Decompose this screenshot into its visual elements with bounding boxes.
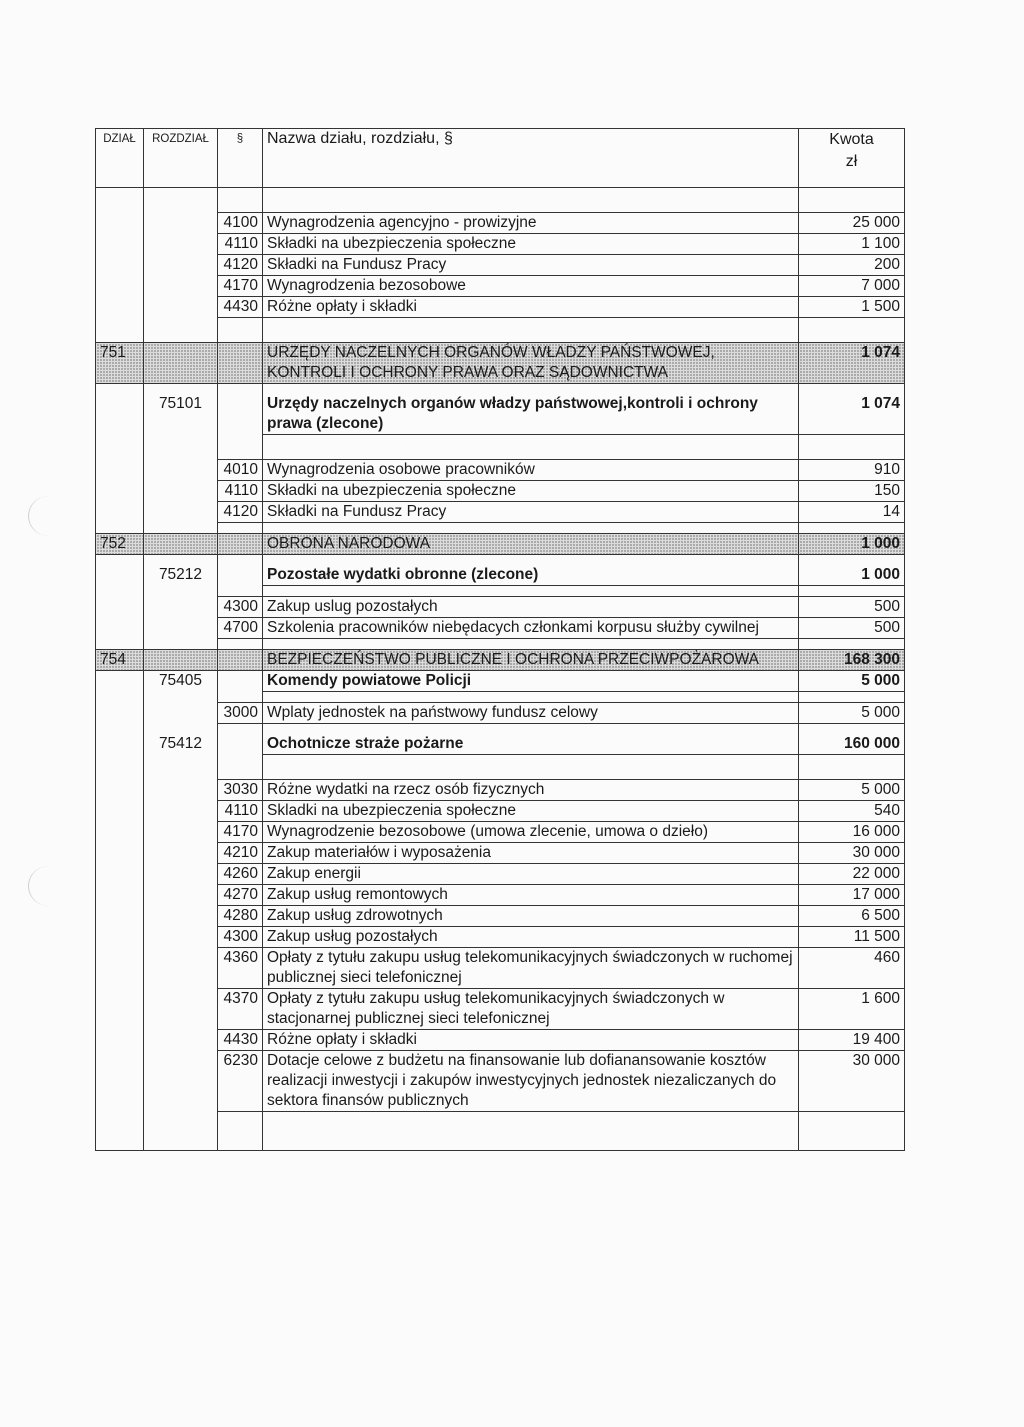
paragraph-amount: 22 000 — [799, 864, 905, 885]
header-kwota-label: Kwota — [829, 131, 874, 148]
punch-hole-mark — [28, 866, 69, 906]
dzial-name: URZĘDY NACZELNYCH ORGANÓW WŁADZY PAŃSTWOWEJ, KONTROLI I OCHRONY PRAWA ORAZ SĄDOWNICTWA — [263, 343, 799, 384]
table-row — [96, 843, 905, 864]
paragraph-name: Różne opłaty i składki — [263, 297, 799, 318]
table-row — [96, 618, 905, 639]
paragraph-amount: 460 — [799, 948, 905, 989]
section-row-752 — [96, 534, 905, 555]
table-row — [96, 460, 905, 481]
table-row — [96, 502, 905, 523]
paragraph-name: Różne wydatki na rzecz osób fizycznych — [263, 780, 799, 801]
header-paragraf: § — [218, 129, 263, 188]
paragraph-name: Wynagrodzenia osobowe pracowników — [263, 460, 799, 481]
table-row — [96, 885, 905, 906]
paragraph-code: 3000 — [218, 703, 263, 724]
paragraph-name: Opłaty z tytułu zakupu usług telekomunikacyjnych świadczonych w ruchomej publicznej sieci telefonicznej — [263, 948, 799, 989]
paragraph-code: 4430 — [218, 297, 263, 318]
paragraph-code: 4210 — [218, 843, 263, 864]
paragraph-name: Składki na ubezpieczenia społeczne — [263, 234, 799, 255]
paragraph-name: Dotacje celowe z budżetu na finansowanie lub dofianansowanie kosztów realizacji inwestycji i zakupów inwestycyjnych jednostek niezaliczanych do sektora finansów publicznych — [263, 1051, 799, 1112]
paragraph-amount: 910 — [799, 460, 905, 481]
paragraph-code: 3030 — [218, 780, 263, 801]
paragraph-code: 4120 — [218, 502, 263, 523]
paragraph-amount: 11 500 — [799, 927, 905, 948]
paragraph-amount: 5 000 — [799, 780, 905, 801]
table-row — [96, 597, 905, 618]
paragraph-name: Skladki na ubezpieczenia społeczne — [263, 801, 799, 822]
paragraph-code: 4300 — [218, 597, 263, 618]
paragraph-name: Szkolenia pracowników niebędacych członkami korpusu służby cywilnej — [263, 618, 799, 639]
paragraph-amount: 7 000 — [799, 276, 905, 297]
rozdzial-name: Komendy powiatowe Policji — [263, 671, 799, 692]
subsection-row-75412 — [96, 734, 905, 755]
paragraph-amount: 500 — [799, 618, 905, 639]
table-row — [96, 927, 905, 948]
paragraph-code: 4170 — [218, 822, 263, 843]
table-row — [96, 481, 905, 502]
subsection-row-75405 — [96, 671, 905, 692]
paragraph-name: Zakup usług zdrowotnych — [263, 906, 799, 927]
table-header — [96, 129, 905, 188]
dzial-amount: 1 074 — [799, 343, 905, 384]
rozdzial-amount: 160 000 — [799, 734, 905, 755]
paragraph-code: 4360 — [218, 948, 263, 989]
header-dzial: DZIAŁ — [96, 129, 144, 188]
table-row — [96, 234, 905, 255]
paragraph-name: Wynagrodzenia agencyjno - prowizyjne — [263, 213, 799, 234]
table-row — [96, 780, 905, 801]
paragraph-amount: 540 — [799, 801, 905, 822]
rozdzial-code: 75405 — [144, 671, 218, 692]
paragraph-code: 4270 — [218, 885, 263, 906]
punch-hole-mark — [28, 496, 69, 536]
rozdzial-amount: 5 000 — [799, 671, 905, 692]
rozdzial-name: Ochotnicze straże pożarne — [263, 734, 799, 755]
section-row-754 — [96, 650, 905, 671]
subsection-row-75212 — [96, 565, 905, 586]
dzial-name: BEZPIECZEŃSTWO PUBLICZNE I OCHRONA PRZECIWPOŻAROWA — [263, 650, 799, 671]
paragraph-amount: 30 000 — [799, 843, 905, 864]
paragraph-code: 4110 — [218, 234, 263, 255]
paragraph-name: Zakup materiałów i wyposażenia — [263, 843, 799, 864]
header-rozdzial: ROZDZIAŁ — [144, 129, 218, 188]
dzial-amount: 1 000 — [799, 534, 905, 555]
paragraph-code: 6230 — [218, 1051, 263, 1112]
table-row — [96, 1030, 905, 1051]
paragraph-code: 4260 — [218, 864, 263, 885]
rozdzial-code: 75212 — [144, 565, 218, 586]
rozdzial-code: 75412 — [144, 734, 218, 755]
table-row — [96, 801, 905, 822]
paragraph-amount: 200 — [799, 255, 905, 276]
paragraph-name: Zakup uslug pozostałych — [263, 597, 799, 618]
paragraph-code: 4120 — [218, 255, 263, 276]
paragraph-code: 4370 — [218, 989, 263, 1030]
paragraph-amount: 25 000 — [799, 213, 905, 234]
rozdzial-amount: 1 074 — [799, 394, 905, 435]
paragraph-name: Wynagrodzenie bezosobowe (umowa zlecenie, umowa o dzieło) — [263, 822, 799, 843]
dzial-code: 752 — [96, 534, 144, 555]
paragraph-name: Składki na Fundusz Pracy — [263, 255, 799, 276]
table-row — [96, 703, 905, 724]
paragraph-name: Składki na ubezpieczenia społeczne — [263, 481, 799, 502]
paragraph-amount: 14 — [799, 502, 905, 523]
table-row — [96, 948, 905, 989]
paragraph-amount: 17 000 — [799, 885, 905, 906]
paragraph-name: Zakup energii — [263, 864, 799, 885]
rozdzial-name: Urzędy naczelnych organów władzy państwowej,kontroli i ochrony prawa (zlecone) — [263, 394, 799, 435]
paragraph-amount: 6 500 — [799, 906, 905, 927]
paragraph-amount: 1 100 — [799, 234, 905, 255]
paragraph-name: Składki na Fundusz Pracy — [263, 502, 799, 523]
budget-table — [95, 128, 905, 1151]
section-row-751 — [96, 343, 905, 384]
paragraph-name: Wplaty jednostek na państwowy fundusz celowy — [263, 703, 799, 724]
header-name: Nazwa działu, rozdziału, § — [263, 129, 799, 188]
table-row — [96, 213, 905, 234]
table-row — [96, 255, 905, 276]
dzial-name: OBRONA NARODOWA — [263, 534, 799, 555]
paragraph-code: 4010 — [218, 460, 263, 481]
paragraph-code: 4100 — [218, 213, 263, 234]
paragraph-code: 4300 — [218, 927, 263, 948]
paragraph-code: 4110 — [218, 481, 263, 502]
paragraph-name: Różne opłaty i składki — [263, 1030, 799, 1051]
paragraph-code: 4280 — [218, 906, 263, 927]
table-row — [96, 864, 905, 885]
paragraph-name: Zakup usług pozostałych — [263, 927, 799, 948]
rozdzial-code: 75101 — [144, 394, 218, 435]
paragraph-code: 4170 — [218, 276, 263, 297]
table-row — [96, 989, 905, 1030]
paragraph-name: Wynagrodzenia bezosobowe — [263, 276, 799, 297]
paragraph-amount: 5 000 — [799, 703, 905, 724]
rozdzial-amount: 1 000 — [799, 565, 905, 586]
paragraph-amount: 30 000 — [799, 1051, 905, 1112]
rozdzial-name: Pozostałe wydatki obronne (zlecone) — [263, 565, 799, 586]
dzial-code: 751 — [96, 343, 144, 384]
paragraph-amount: 19 400 — [799, 1030, 905, 1051]
paragraph-amount: 1 600 — [799, 989, 905, 1030]
table-row — [96, 822, 905, 843]
paragraph-amount: 500 — [799, 597, 905, 618]
header-kwota — [799, 129, 905, 188]
header-kwota-unit: zł — [845, 153, 858, 170]
paragraph-name: Opłaty z tytułu zakupu usług telekomunikacyjnych świadczonych w stacjonarnej publicznej sieci telefonicznej — [263, 989, 799, 1030]
paragraph-code: 4110 — [218, 801, 263, 822]
paragraph-code: 4700 — [218, 618, 263, 639]
paragraph-amount: 1 500 — [799, 297, 905, 318]
table-row — [96, 297, 905, 318]
table-row — [96, 276, 905, 297]
dzial-code: 754 — [96, 650, 144, 671]
paragraph-code: 4430 — [218, 1030, 263, 1051]
dzial-amount: 168 300 — [799, 650, 905, 671]
table-row — [96, 906, 905, 927]
subsection-row-75101 — [96, 394, 905, 435]
paragraph-amount: 16 000 — [799, 822, 905, 843]
paragraph-name: Zakup usług remontowych — [263, 885, 799, 906]
paragraph-amount: 150 — [799, 481, 905, 502]
table-row — [96, 1051, 905, 1112]
